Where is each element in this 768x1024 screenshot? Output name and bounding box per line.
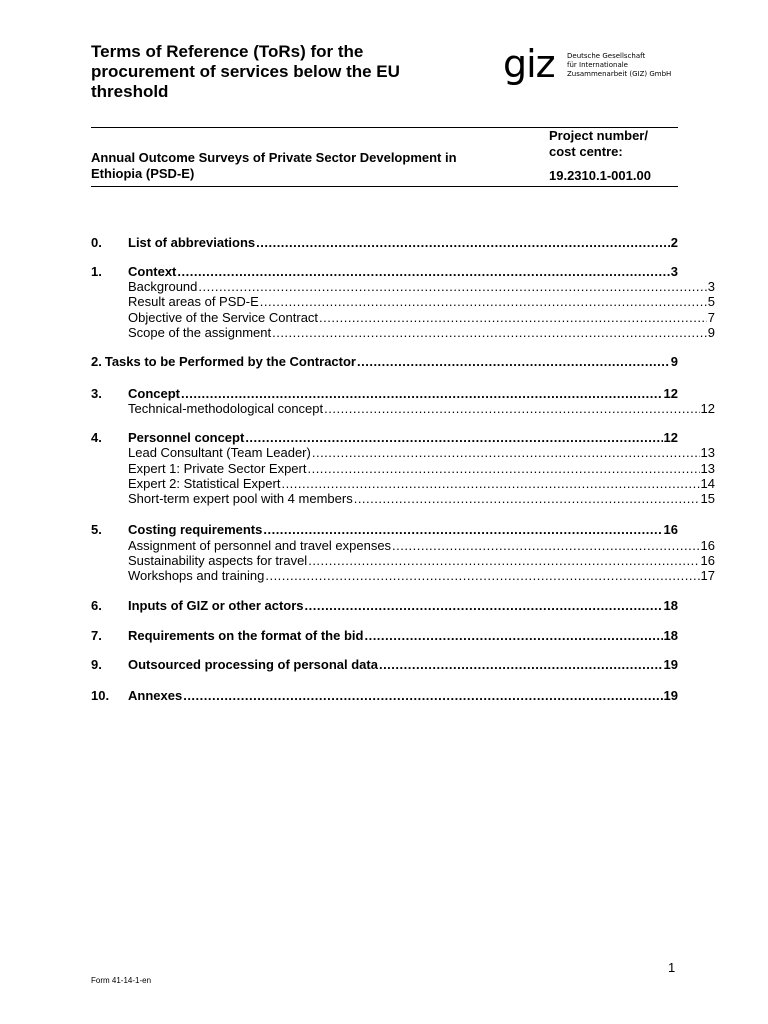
toc-subsection[interactable] [91,491,715,506]
toc-label: Technical-methodological concept [128,401,324,416]
toc-label: List of abbreviations [128,235,256,250]
toc-page-number: 16 [663,522,678,537]
toc-number: 1. [91,264,102,279]
toc-section[interactable] [91,430,678,445]
toc-label: Scope of the assignment [128,325,272,340]
toc-label: Result areas of PSD-E [128,294,259,309]
toc-section[interactable] [91,354,678,369]
toc-page-number: 13 [700,445,715,460]
toc-page-number: 17 [700,568,715,583]
toc-leader-dots [281,476,699,491]
giz-logo-mark: giz [503,42,555,86]
toc-leader-dots [177,264,669,279]
toc-page-number: 2 [670,235,678,250]
toc-label: Expert 1: Private Sector Expert [128,461,307,476]
toc-leader-dots [312,445,700,460]
toc-section[interactable] [91,688,678,703]
toc-leader-dots [263,522,662,537]
toc-subsection[interactable] [91,279,715,294]
toc-page-number: 18 [663,628,678,643]
toc-leader-dots [364,628,662,643]
toc-section[interactable] [91,386,678,401]
title-line: threshold [91,82,169,101]
toc-page-number: 16 [700,553,715,568]
toc-page-number: 14 [700,476,715,491]
toc-leader-dots [305,598,663,613]
toc-page-number: 5 [707,294,715,309]
page-number: 1 [668,960,676,975]
toc-page-number: 18 [663,598,678,613]
toc-label: Objective of the Service Contract [128,310,319,325]
toc-subsection[interactable] [91,325,715,340]
toc-label: Workshops and training [128,568,265,583]
toc-leader-dots [354,491,700,506]
toc-label: Background [128,279,198,294]
toc-label: Sustainability aspects for travel [128,553,308,568]
toc-number: 3. [91,386,102,401]
toc-leader-dots [319,310,707,325]
toc-subsection[interactable] [91,445,715,460]
toc-leader-dots [308,553,699,568]
toc-label: Outsourced processing of personal data [128,657,378,672]
toc-number: 0. [91,235,102,250]
toc-subsection[interactable] [91,476,715,491]
toc-label: Requirements on the format of the bid [128,628,364,643]
toc-label: Tasks to be Performed by the Contractor [104,354,356,369]
toc-label: Annexes [128,688,183,703]
project-number-value: 19.2310.1-001.00 [549,168,651,183]
toc-page-number: 9 [707,325,715,340]
toc-leader-dots [256,235,670,250]
toc-subsection[interactable] [91,568,715,583]
toc-page-number: 7 [707,310,715,325]
toc-page-number: 19 [663,657,678,672]
toc-section[interactable] [91,522,678,537]
toc-label: Inputs of GIZ or other actors [128,598,304,613]
title-line: Terms of Reference (ToRs) for the [91,42,364,61]
toc-leader-dots [324,401,699,416]
toc-number: 6. [91,598,102,613]
toc-leader-dots [245,430,662,445]
toc-label: Personnel concept [128,430,245,445]
toc-number: 4. [91,430,102,445]
toc-number: 7. [91,628,102,643]
header-divider-bottom [91,186,678,187]
toc-subsection[interactable] [91,294,715,309]
toc-subsection[interactable] [91,310,715,325]
toc-subsection[interactable] [91,401,715,416]
toc-leader-dots [307,461,699,476]
toc-label: Context [128,264,177,279]
toc-label: Costing requirements [128,522,263,537]
toc-section[interactable] [91,657,678,672]
form-id: Form 41-14-1-en [91,976,152,985]
toc-section[interactable] [91,264,678,279]
toc-label: Short-term expert pool with 4 members [128,491,353,506]
toc-page-number: 16 [700,538,715,553]
toc-leader-dots [265,568,699,583]
giz-logo-text [567,52,671,79]
toc-page-number: 9 [670,354,678,369]
logo-text-line: für Internationale [567,61,628,69]
toc-page-number: 3 [670,264,678,279]
toc-label: Expert 2: Statistical Expert [128,476,281,491]
toc-leader-dots [260,294,707,309]
toc-leader-dots [272,325,707,340]
toc-leader-dots [183,688,662,703]
logo-text-line: Zusammenarbeit (GIZ) GmbH [567,70,672,78]
toc-section[interactable] [91,628,678,643]
toc-label: Concept [128,386,180,401]
toc-page-number: 19 [663,688,678,703]
project-number-label: cost centre: [549,144,623,159]
toc-subsection[interactable] [91,553,715,568]
toc-leader-dots [392,538,699,553]
project-title-line: Ethiopia (PSD-E) [91,166,195,181]
toc-page-number: 3 [707,279,715,294]
toc-leader-dots [357,354,670,369]
toc-subsection[interactable] [91,461,715,476]
document-title [91,42,491,102]
toc-section[interactable] [91,598,678,613]
project-title-line: Annual Outcome Surveys of Private Sector Development in [91,150,457,165]
toc-label: Lead Consultant (Team Leader) [128,445,311,460]
toc-page-number: 13 [700,461,715,476]
toc-number: 10. [91,688,110,703]
toc-label: Assignment of personnel and travel expenses [128,538,392,553]
title-line: procurement of services below the EU [91,62,400,81]
toc-page-number: 12 [700,401,715,416]
project-number-block [549,128,679,184]
toc-leader-dots [181,386,663,401]
project-title [91,150,511,182]
toc-subsection[interactable] [91,538,715,553]
toc-number: 2. [91,354,102,369]
giz-logo [503,44,703,94]
toc-leader-dots [379,657,663,672]
toc-leader-dots [198,279,706,294]
project-number-label: Project number/ [549,128,648,143]
logo-text-line: Deutsche Gesellschaft [567,52,646,60]
toc-section[interactable] [91,235,678,250]
toc-page-number: 12 [663,430,678,445]
toc-number: 5. [91,522,102,537]
toc-page-number: 15 [700,491,715,506]
toc-page-number: 12 [663,386,678,401]
toc-number: 9. [91,657,102,672]
